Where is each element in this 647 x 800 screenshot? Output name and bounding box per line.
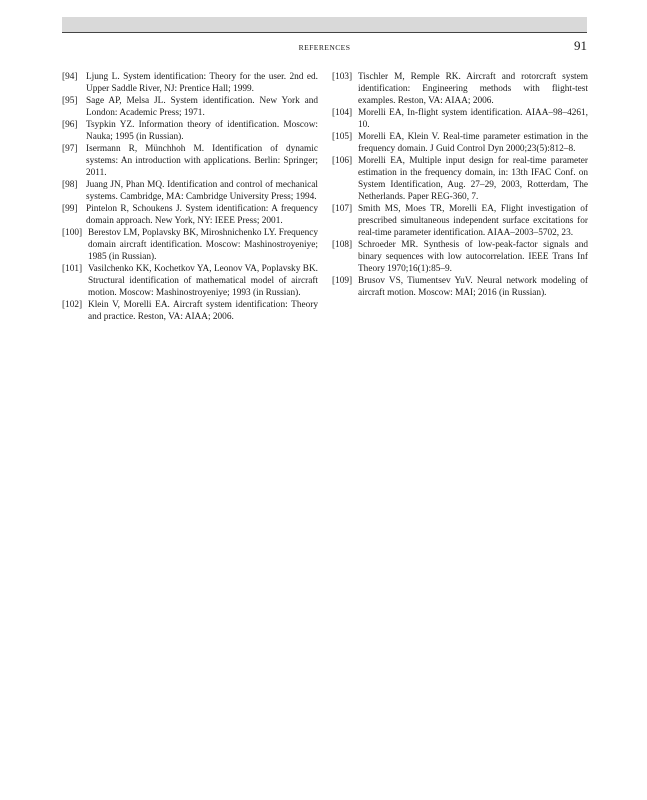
reference-number: [97]	[62, 144, 78, 154]
reference-text: Tsypkin YZ. Information theory of identification. Moscow: Nauka; 1995 (in Russian).	[86, 120, 318, 142]
reference-item	[62, 299, 318, 323]
reference-text: Brusov VS, Tiumentsev YuV. Neural network modeling of aircraft motion. Moscow: MAI; 2016 (in Russian).	[358, 276, 588, 298]
reference-item	[62, 263, 318, 299]
reference-item	[332, 155, 588, 203]
header-bar	[62, 17, 587, 32]
running-head: REFERENCES	[298, 43, 351, 52]
reference-number: [106]	[332, 156, 353, 166]
reference-item	[332, 275, 588, 299]
reference-number: [102]	[62, 300, 83, 310]
reference-item	[62, 203, 318, 227]
reference-item	[62, 71, 318, 95]
reference-text: Morelli EA, Klein V. Real-time parameter estimation in the frequency domain. J Guid Control Dyn 2000;23(5):812–8.	[358, 132, 588, 154]
reference-number: [104]	[332, 108, 353, 118]
reference-number: [101]	[62, 264, 83, 274]
reference-item	[332, 203, 588, 239]
reference-item	[332, 107, 588, 131]
reference-item	[332, 131, 588, 155]
reference-item	[62, 227, 318, 263]
reference-number: [105]	[332, 132, 353, 142]
reference-number: [94]	[62, 72, 78, 82]
reference-text: Morelli EA, Multiple input design for real-time parameter estimation in the frequency domain, in: 13th IFAC Conf. on System Identification, Aug. 27–29, 2003, Rotterdam, The Netherlands. Paper REG-360, 7.	[358, 156, 588, 202]
reference-number: [95]	[62, 96, 78, 106]
references-left-column	[62, 71, 318, 323]
reference-number: [98]	[62, 180, 78, 190]
page-number: 91	[574, 38, 587, 53]
reference-text: Sage AP, Melsa JL. System identification. New York and London: Academic Press; 1971.	[86, 96, 318, 118]
reference-number: [103]	[332, 72, 353, 82]
reference-text: Schroeder MR. Synthesis of low-peak-factor signals and binary sequences with low autocorrelation. IEEE Trans Inf Theory 1970;16(1):85–9.	[358, 240, 588, 274]
reference-number: [100]	[62, 228, 83, 238]
reference-text: Tischler M, Remple RK. Aircraft and rotorcraft system identification: Engineering methods with flight-test examples. Reston, VA: AIAA; 2006.	[358, 72, 588, 106]
reference-text: Morelli EA, In-flight system identification. AIAA–98–4261, 10.	[358, 108, 588, 130]
reference-text: Pintelon R, Schoukens J. System identification: A frequency domain approach. New York, NY: IEEE Press; 2001.	[86, 204, 318, 226]
reference-text: Berestov LM, Poplavsky BK, Miroshnichenko LY. Frequency domain aircraft identification. Moscow: Mashinostroyeniye; 1985 (in Russian).	[88, 228, 319, 262]
reference-number: [96]	[62, 120, 78, 130]
reference-number: [99]	[62, 204, 78, 214]
reference-text: Ljung L. System identification: Theory for the user. 2nd ed. Upper Saddle River, NJ: Prentice Hall; 1999.	[86, 72, 318, 94]
reference-item	[62, 179, 318, 203]
references-right-column	[332, 71, 588, 299]
reference-item	[62, 119, 318, 143]
reference-text: Vasilchenko KK, Kochetkov YA, Leonov VA, Poplavsky BK. Structural identification of mathematical model of aircraft motion. Moscow: Mashinostroyeniye; 1993 (in Russian).	[88, 264, 318, 298]
header-rule	[62, 32, 587, 33]
reference-text: Isermann R, Münchhoh M. Identification of dynamic systems: An introduction with applications. Berlin: Springer; 2011.	[86, 144, 318, 178]
reference-text: Smith MS, Moes TR, Morelli EA, Flight investigation of prescribed simultaneous independent surface excitations for real-time parameter identification. AIAA–2003–5702, 23.	[358, 204, 588, 238]
reference-item	[332, 71, 588, 107]
reference-number: [107]	[332, 204, 353, 214]
reference-item	[332, 239, 588, 275]
reference-item	[62, 95, 318, 119]
reference-item	[62, 143, 318, 179]
reference-number: [108]	[332, 240, 353, 250]
reference-text: Klein V, Morelli EA. Aircraft system identification: Theory and practice. Reston, VA: AIAA; 2006.	[88, 300, 318, 322]
reference-text: Juang JN, Phan MQ. Identification and control of mechanical systems. Cambridge, MA: Cambridge University Press; 1994.	[86, 180, 318, 202]
reference-number: [109]	[332, 276, 353, 286]
